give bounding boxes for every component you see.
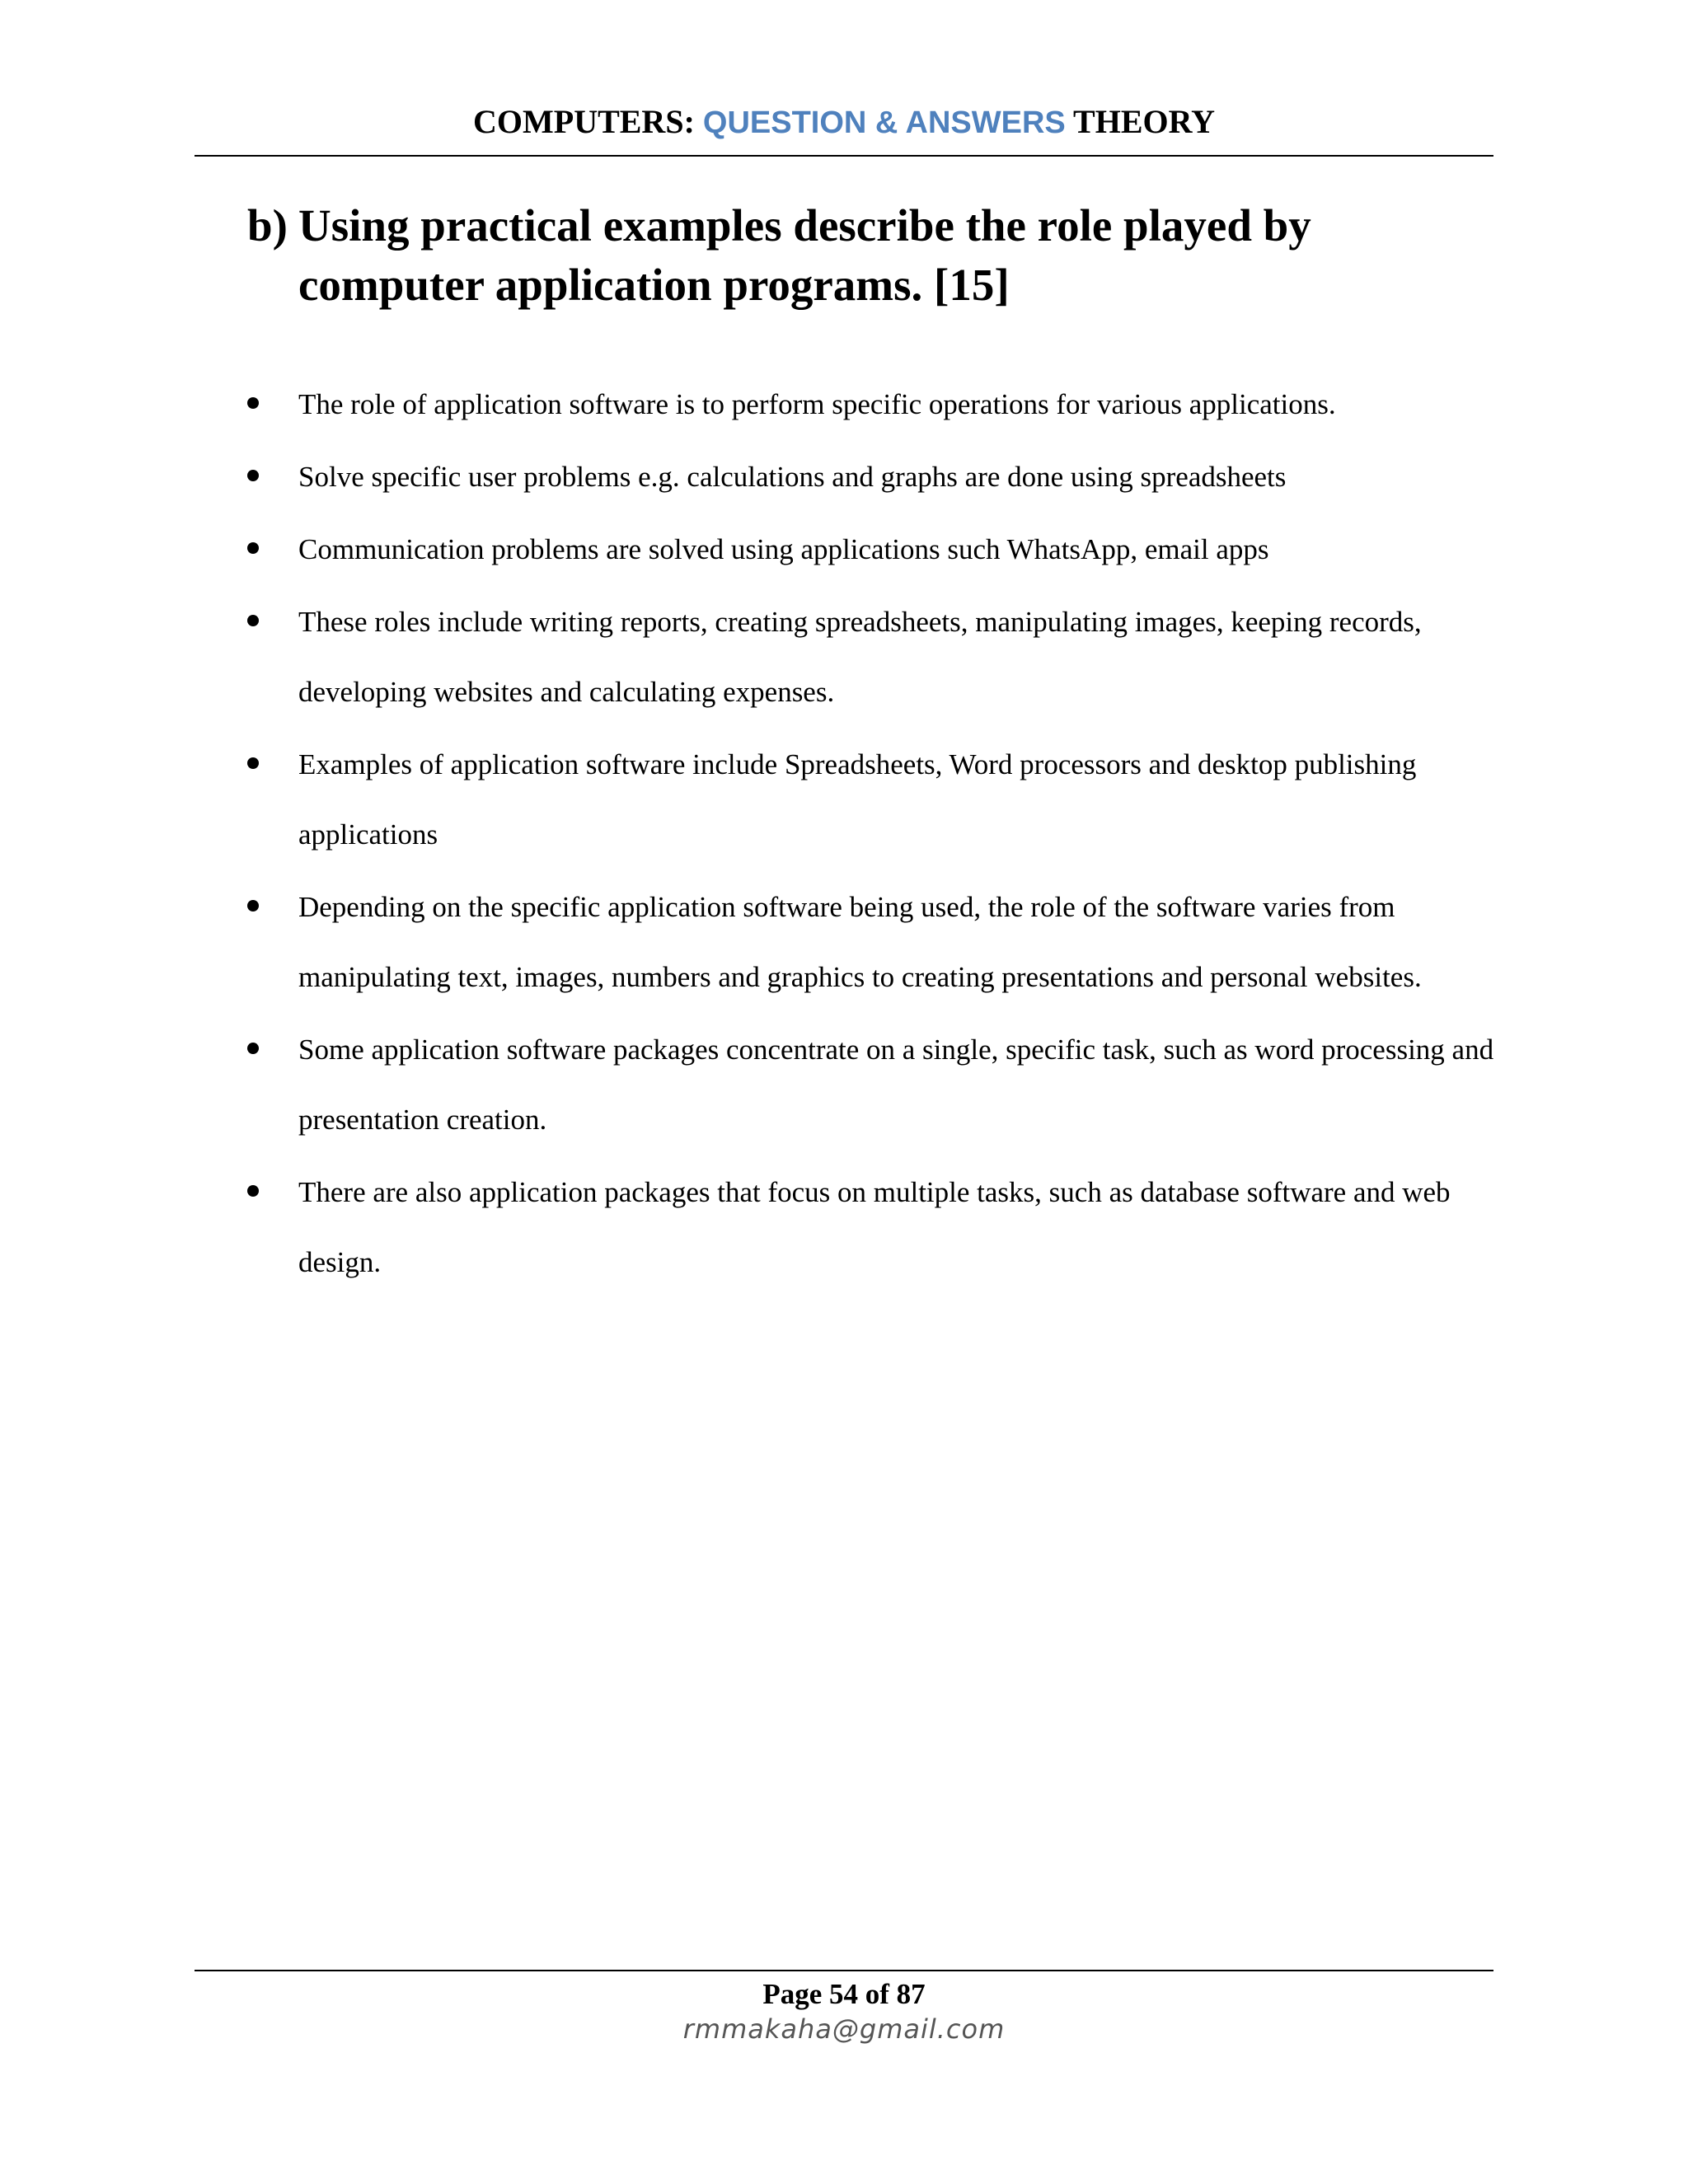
footer-divider [195, 1970, 1493, 1971]
answer-bullet [247, 442, 1500, 512]
bullet-text: Solve specific user problems e.g. calculations and graphs are done using spreadsheets [298, 461, 1287, 493]
bullet-text: The role of application software is to perform specific operations for various applications. [298, 388, 1336, 420]
header-computers: COMPUTERS [473, 103, 684, 140]
footer-email: rmmakaha@gmail.com [682, 2013, 1006, 2045]
bullet-text: Examples of application software include Spreadsheets, Word processors and desktop publishing applications [298, 748, 1417, 851]
answer-bullet-list [247, 369, 1500, 1300]
bullet-icon [247, 1043, 259, 1054]
question-heading [247, 196, 1500, 315]
answer-bullet [247, 369, 1500, 439]
bullet-text: There are also application packages that focus on multiple tasks, such as database software and web design. [298, 1176, 1451, 1278]
answer-bullet [247, 729, 1500, 869]
page-number: Page 54 of 87 [762, 1978, 926, 2010]
bullet-icon [247, 900, 259, 912]
running-header [195, 97, 1493, 148]
question-text: Using practical examples describe the role played by computer application programs. [15] [298, 200, 1311, 310]
answer-bullet [247, 514, 1500, 584]
header-separator: : [683, 103, 703, 140]
answer-bullet [247, 1157, 1500, 1297]
answer-bullet [247, 587, 1500, 727]
bullet-icon [247, 757, 259, 769]
question-marker: b) [247, 200, 288, 251]
bullet-text: These roles include writing reports, creating spreadsheets, manipulating images, keeping records, developing websites and calculating expenses. [298, 606, 1422, 708]
bullet-text: Communication problems are solved using applications such WhatsApp, email apps [298, 533, 1269, 565]
bullet-icon [247, 397, 259, 409]
answer-bullet [247, 1015, 1500, 1155]
answer-bullet [247, 872, 1500, 1012]
header-theory: THEORY [1065, 103, 1215, 140]
bullet-icon [247, 1185, 259, 1197]
bullet-icon [247, 542, 259, 554]
bullet-icon [247, 470, 259, 481]
bullet-text: Some application software packages concentrate on a single, specific task, such as word processing and presentation creation. [298, 1033, 1494, 1136]
bullet-icon [247, 615, 259, 626]
header-question-answers: QUESTION & ANSWERS [702, 105, 1066, 140]
bullet-text: Depending on the specific application software being used, the role of the software varies from manipulating text, images, numbers and graphics to creating presentations and personal websites. [298, 891, 1422, 993]
header-divider [195, 155, 1493, 157]
